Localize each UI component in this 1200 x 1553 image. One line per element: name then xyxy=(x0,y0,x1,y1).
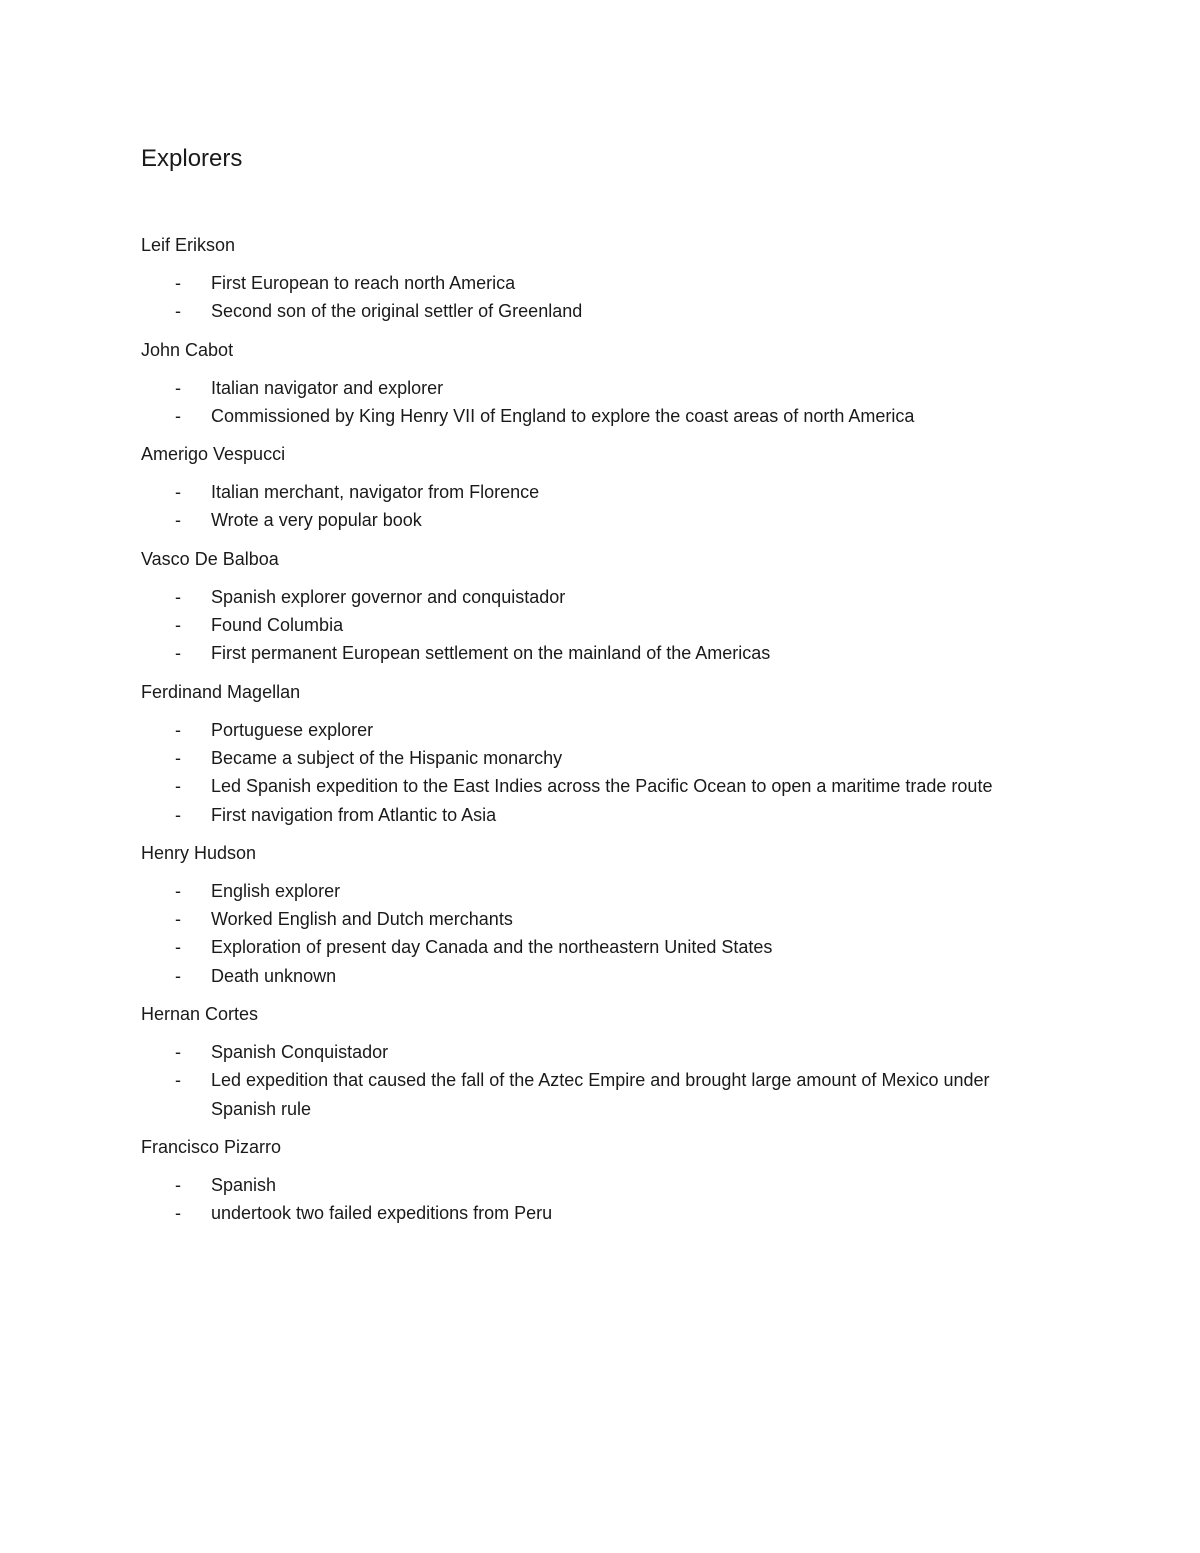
dash-bullet-marker: - xyxy=(175,643,181,664)
dash-bullet-marker: - xyxy=(175,776,181,797)
dash-bullet-marker: - xyxy=(175,880,181,901)
dash-bullet-marker: - xyxy=(175,719,181,740)
explorer-section xyxy=(141,680,1050,829)
fact-list xyxy=(141,269,1050,326)
dash-bullet-marker: - xyxy=(175,301,181,322)
fact-list xyxy=(141,877,1050,990)
fact-list-item xyxy=(141,772,1050,800)
fact-text: Commissioned by King Henry VII of England to explore the coast areas of north America xyxy=(211,405,915,426)
fact-text: Found Columbia xyxy=(211,615,344,636)
fact-list-item xyxy=(141,1171,1050,1199)
dash-bullet-marker: - xyxy=(175,273,181,293)
fact-list-item xyxy=(141,506,1050,534)
fact-text: Italian navigator and explorer xyxy=(211,377,444,398)
fact-text: English explorer xyxy=(211,880,341,901)
dash-bullet-marker: - xyxy=(175,615,181,636)
dash-bullet-marker: - xyxy=(175,937,181,958)
dash-bullet-marker: - xyxy=(175,586,181,607)
fact-text: First permanent European settlement on the mainland of the Americas xyxy=(211,643,771,664)
dash-bullet-marker: - xyxy=(175,1042,181,1063)
explorer-name-heading: Henry Hudson xyxy=(141,842,257,863)
fact-text: Became a subject of the Hispanic monarchy xyxy=(211,747,563,768)
explorer-section xyxy=(141,841,1050,990)
fact-list-item xyxy=(141,933,1050,961)
fact-text: Second son of the original settler of Greenland xyxy=(211,301,583,322)
fact-text: Portuguese explorer xyxy=(211,719,374,740)
explorer-name-heading: Francisco Pizarro xyxy=(141,1136,282,1157)
explorer-section xyxy=(141,1135,1050,1228)
fact-list xyxy=(141,716,1050,829)
fact-text: Led expedition that caused the fall of the Aztec Empire and brought large amount of Mexico under Spanish rule xyxy=(211,1070,990,1119)
fact-list-item xyxy=(141,905,1050,933)
fact-text: First European to reach north America xyxy=(211,273,516,293)
fact-text: Italian merchant, navigator from Florence xyxy=(211,482,540,503)
fact-text: undertook two failed expeditions from Peru xyxy=(211,1203,553,1224)
explorer-name-heading: John Cabot xyxy=(141,339,234,360)
dash-bullet-marker: - xyxy=(175,1174,181,1195)
fact-list-item xyxy=(141,744,1050,772)
fact-list xyxy=(141,583,1050,668)
dash-bullet-marker: - xyxy=(175,965,181,986)
fact-list-item xyxy=(141,1038,1050,1066)
fact-list-item xyxy=(141,583,1050,611)
explorer-section xyxy=(141,547,1050,668)
fact-list-item xyxy=(141,716,1050,744)
explorer-name-heading: Leif Erikson xyxy=(141,235,236,255)
dash-bullet-marker: - xyxy=(175,377,181,398)
fact-list-item xyxy=(141,1199,1050,1227)
explorer-section xyxy=(141,338,1050,431)
fact-list-item xyxy=(141,374,1050,402)
dash-bullet-marker: - xyxy=(175,510,181,531)
fact-text: Death unknown xyxy=(211,965,337,986)
explorer-name-heading: Vasco De Balboa xyxy=(141,548,279,569)
dash-bullet-marker: - xyxy=(175,909,181,930)
fact-list-item xyxy=(141,639,1050,667)
fact-list-item xyxy=(141,478,1050,506)
fact-list-item xyxy=(141,962,1050,990)
explorer-name-heading: Hernan Cortes xyxy=(141,1004,259,1025)
explorer-section xyxy=(141,442,1050,535)
fact-list xyxy=(141,374,1050,431)
dash-bullet-marker: - xyxy=(175,482,181,503)
dash-bullet-marker: - xyxy=(175,1203,181,1224)
fact-text: Spanish Conquistador xyxy=(211,1042,389,1063)
fact-list-item xyxy=(141,611,1050,639)
fact-text: Exploration of present day Canada and the northeastern United States xyxy=(211,937,773,958)
dash-bullet-marker: - xyxy=(175,1070,181,1091)
fact-text: Spanish xyxy=(211,1174,277,1195)
fact-text: Spanish explorer governor and conquistador xyxy=(211,586,566,607)
explorer-section xyxy=(141,233,1050,326)
fact-list xyxy=(141,1038,1050,1123)
explorer-section xyxy=(141,1002,1050,1123)
dash-bullet-marker: - xyxy=(175,747,181,768)
fact-text: Wrote a very popular book xyxy=(211,510,422,531)
fact-list-item xyxy=(141,1066,1050,1123)
fact-list-item xyxy=(141,877,1050,905)
fact-list-item xyxy=(141,402,1050,430)
fact-list xyxy=(141,478,1050,535)
document-title: Explorers xyxy=(141,145,243,172)
fact-list-item xyxy=(141,801,1050,829)
sections-container xyxy=(141,233,1050,1228)
explorer-name-heading: Amerigo Vespucci xyxy=(141,444,286,465)
explorer-name-heading: Ferdinand Magellan xyxy=(141,681,301,702)
fact-text: Led Spanish expedition to the East Indies across the Pacific Ocean to open a maritime trade route xyxy=(211,776,993,797)
dash-bullet-marker: - xyxy=(175,405,181,426)
fact-list xyxy=(141,1171,1050,1228)
fact-text: First navigation from Atlantic to Asia xyxy=(211,804,497,825)
fact-list-item xyxy=(141,297,1050,325)
dash-bullet-marker: - xyxy=(175,804,181,825)
fact-text: Worked English and Dutch merchants xyxy=(211,909,513,930)
fact-list-item xyxy=(141,269,1050,297)
